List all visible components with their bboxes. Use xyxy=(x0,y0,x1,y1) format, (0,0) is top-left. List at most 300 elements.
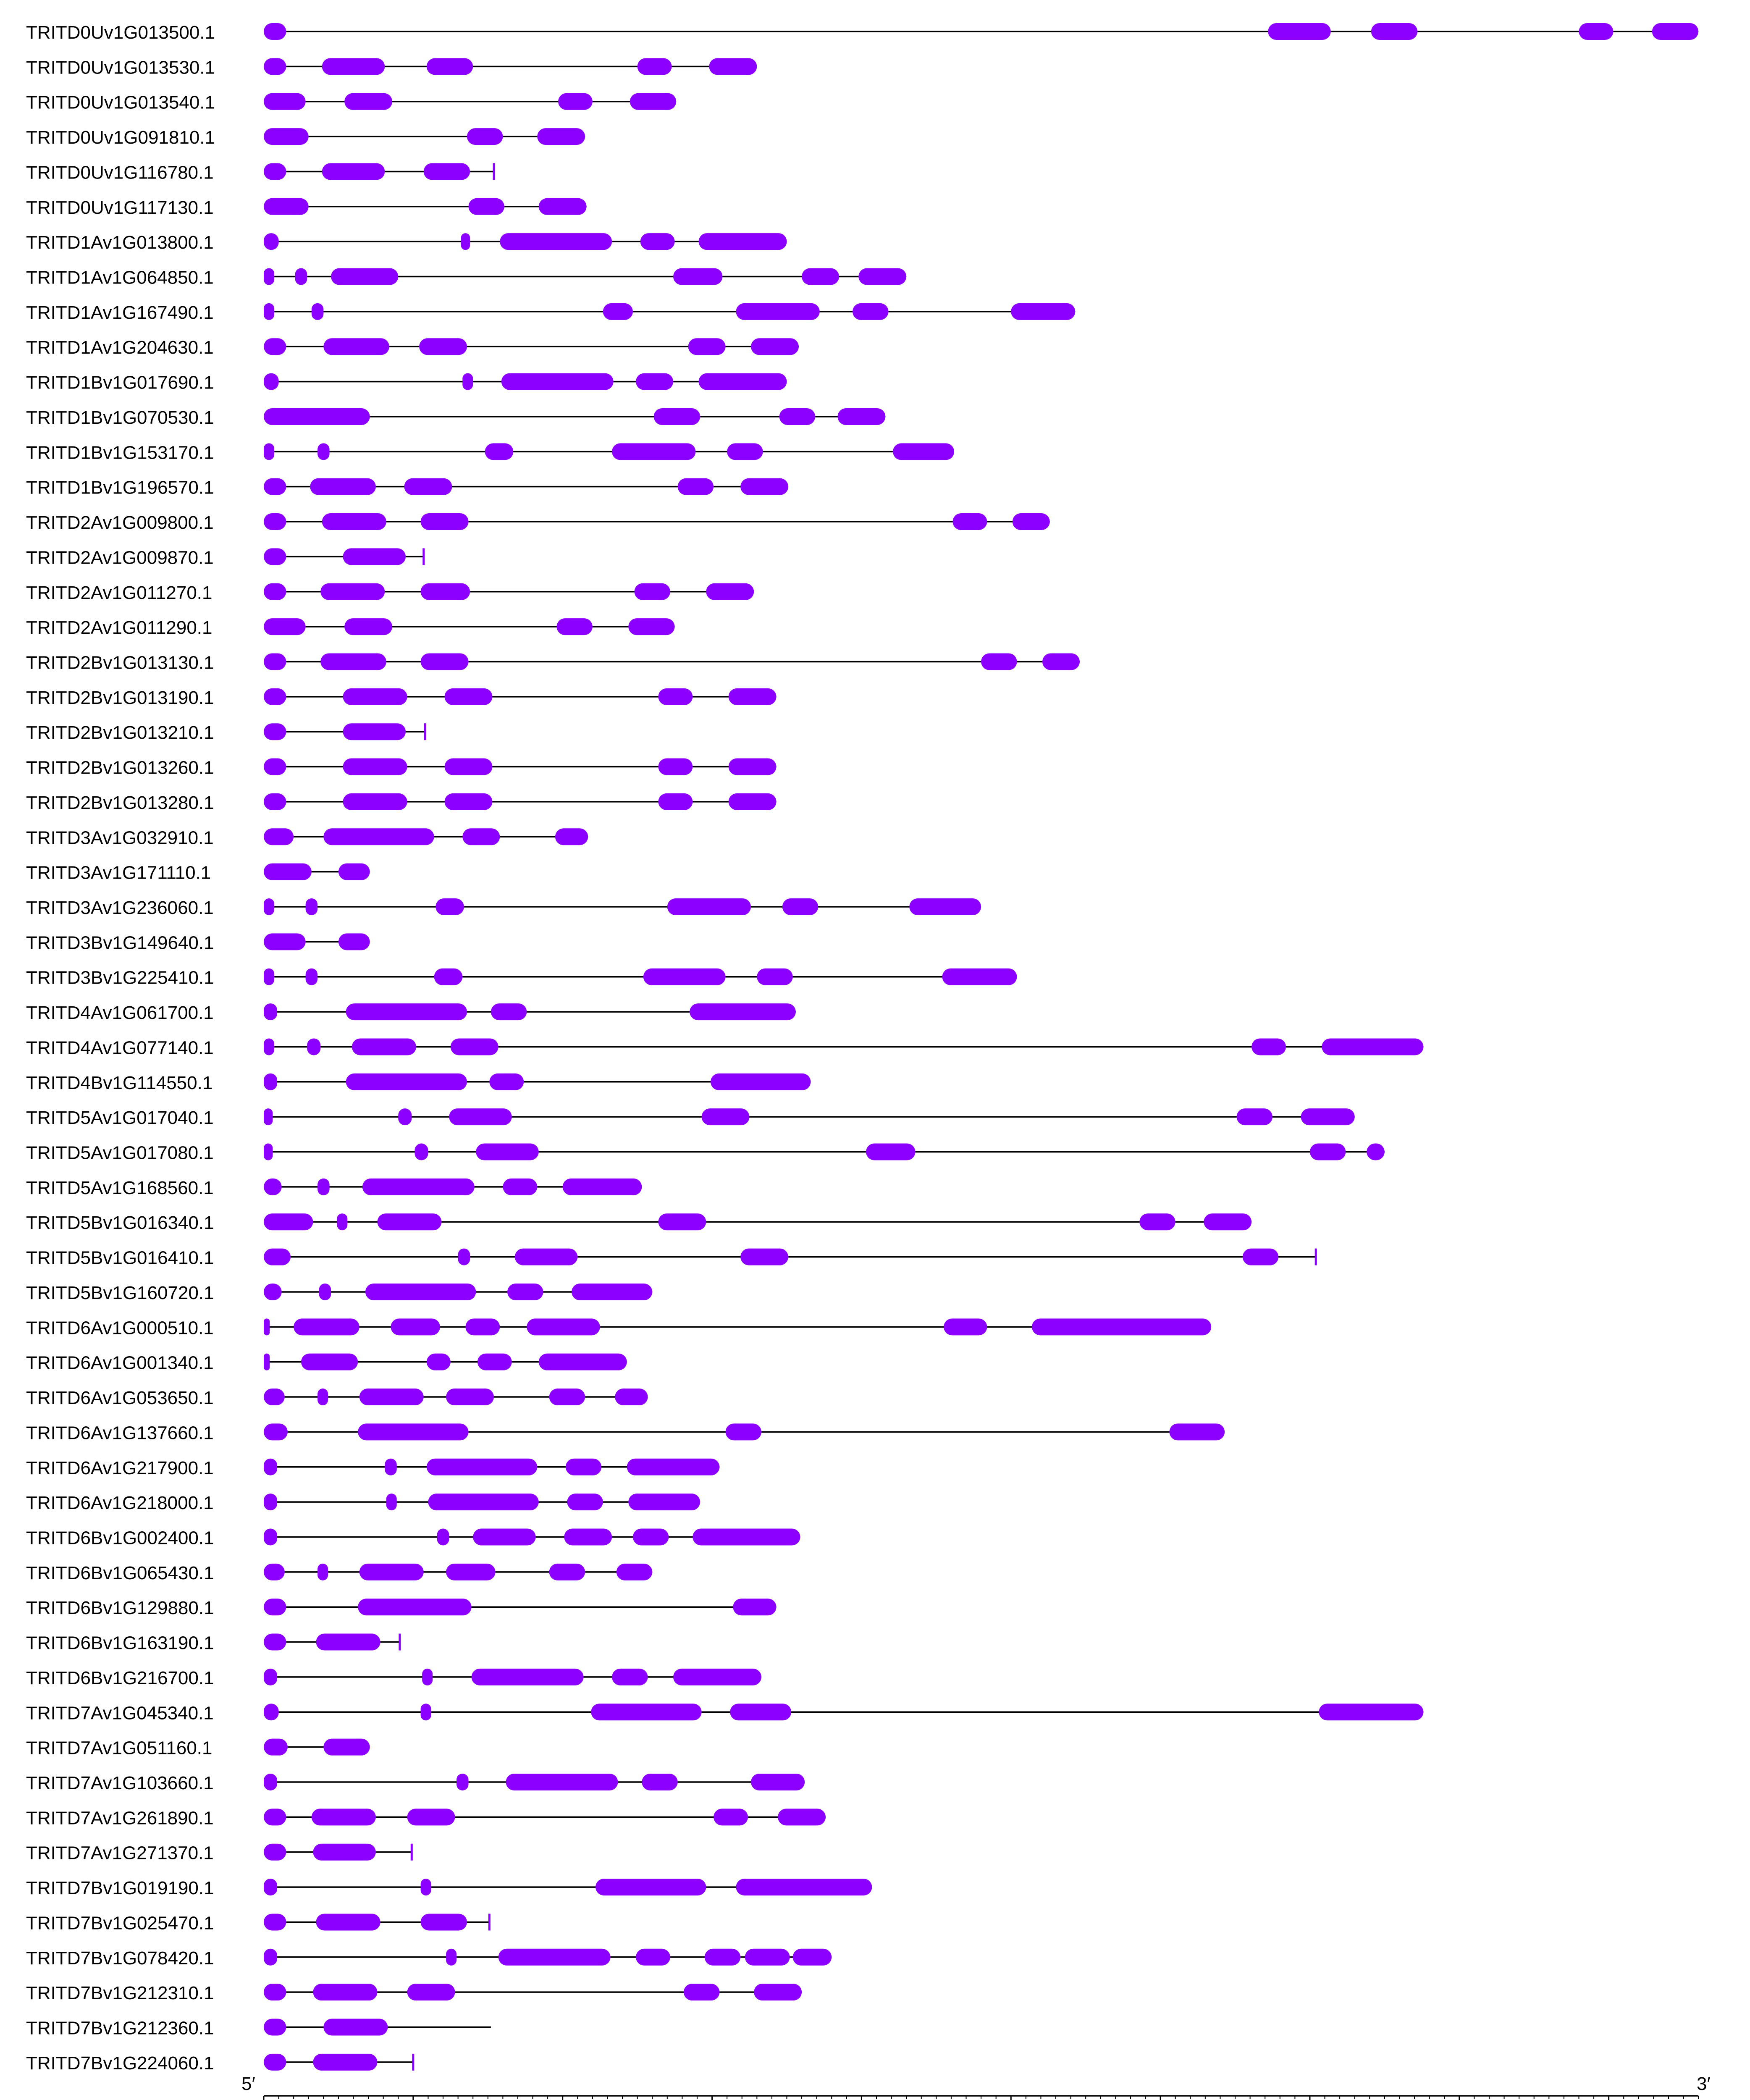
exon xyxy=(312,1809,376,1825)
gene-row xyxy=(26,1073,811,1093)
exon xyxy=(313,1844,375,1861)
gene-row xyxy=(26,407,885,428)
exon xyxy=(944,1318,987,1335)
gene-row xyxy=(26,583,754,603)
exon xyxy=(264,1459,277,1475)
exon xyxy=(264,443,274,460)
exon xyxy=(338,864,370,880)
exon xyxy=(740,478,788,495)
exon xyxy=(1579,23,1613,40)
exon xyxy=(306,898,317,915)
exon xyxy=(264,58,286,75)
exon xyxy=(563,1179,642,1195)
gene-name: TRITD2Av1G011290.1 xyxy=(26,617,213,638)
exon xyxy=(942,969,1017,985)
exon xyxy=(537,128,585,145)
exon xyxy=(312,303,323,320)
bp-axis xyxy=(241,2074,1711,2100)
gene-row xyxy=(26,92,676,113)
gene-row xyxy=(26,1318,1211,1338)
exon xyxy=(346,1003,467,1020)
exon xyxy=(638,58,672,75)
gene-row xyxy=(26,1388,648,1408)
exon xyxy=(549,1564,585,1580)
exon xyxy=(462,373,473,390)
gene-name: TRITD5Bv1G016340.1 xyxy=(26,1213,214,1234)
gene-row xyxy=(26,1808,826,1828)
exon xyxy=(264,1564,285,1580)
exon xyxy=(630,93,676,110)
gene-name: TRITD2Bv1G013280.1 xyxy=(26,792,214,813)
exon xyxy=(264,1389,285,1405)
gene-rows xyxy=(26,22,1698,2074)
exon xyxy=(782,898,818,915)
gene-name: TRITD6Av1G001340.1 xyxy=(26,1352,214,1373)
exon xyxy=(317,1389,328,1405)
exon xyxy=(627,1459,720,1475)
exon xyxy=(462,828,500,845)
exon xyxy=(705,1949,740,1966)
exon xyxy=(398,1108,412,1125)
exon xyxy=(501,373,614,390)
gene-name: TRITD6Av1G137660.1 xyxy=(26,1423,214,1444)
exon xyxy=(473,1528,535,1545)
exon xyxy=(264,1739,288,1756)
exon xyxy=(264,1634,286,1651)
exon xyxy=(596,1879,706,1895)
exon xyxy=(478,1354,512,1370)
gene-name: TRITD2Bv1G013210.1 xyxy=(26,722,214,743)
gene-name: TRITD6Av1G217900.1 xyxy=(26,1457,214,1478)
exon xyxy=(729,793,777,810)
exon xyxy=(316,1914,380,1930)
exon xyxy=(294,1318,359,1335)
exon xyxy=(603,303,633,320)
exon xyxy=(757,969,792,985)
exon xyxy=(457,1774,468,1790)
exon xyxy=(476,1144,538,1160)
exon xyxy=(359,1564,424,1580)
exon xyxy=(323,2019,388,2036)
exon xyxy=(322,513,386,530)
gene-row xyxy=(26,1143,1385,1163)
exon xyxy=(313,2054,377,2071)
exon xyxy=(539,198,587,215)
gene-row xyxy=(26,302,1075,323)
exon xyxy=(729,688,777,705)
gene-name: TRITD4Av1G077140.1 xyxy=(26,1037,214,1058)
exon xyxy=(499,1949,611,1966)
exon xyxy=(427,58,473,75)
exon xyxy=(264,1494,277,1510)
exon xyxy=(469,198,504,215)
exon xyxy=(437,1528,449,1545)
gene-name: TRITD1Bv1G070530.1 xyxy=(26,407,214,428)
gene-name: TRITD2Bv1G013260.1 xyxy=(26,757,214,778)
exon xyxy=(558,93,593,110)
exon xyxy=(485,443,514,460)
exon xyxy=(264,653,286,670)
exon xyxy=(264,688,286,705)
exon xyxy=(1013,513,1050,530)
exon xyxy=(421,1879,431,1895)
gene-row xyxy=(26,1037,1423,1058)
exon xyxy=(320,653,386,670)
gene-name: TRITD1Av1G204630.1 xyxy=(26,337,214,358)
exon xyxy=(343,793,407,810)
exon xyxy=(422,1669,433,1685)
gene-row xyxy=(26,932,370,953)
gene-row xyxy=(26,722,425,743)
exon xyxy=(343,688,407,705)
exon xyxy=(317,1564,328,1580)
exon xyxy=(264,338,286,355)
gene-name: TRITD1Av1G013800.1 xyxy=(26,232,214,253)
exon xyxy=(591,1704,701,1720)
exon xyxy=(264,759,286,775)
exon xyxy=(377,1213,441,1230)
exon xyxy=(866,1144,915,1160)
exon xyxy=(264,1809,286,1825)
exon xyxy=(264,1704,279,1720)
exon xyxy=(264,478,286,495)
exon xyxy=(352,1038,416,1055)
gene-row xyxy=(26,1983,802,2003)
gene-row xyxy=(26,898,981,918)
exon xyxy=(323,1739,370,1756)
exon xyxy=(1251,1038,1286,1055)
exon xyxy=(527,1318,600,1335)
exon xyxy=(264,1249,291,1265)
exon xyxy=(264,163,286,180)
exon xyxy=(506,1774,618,1790)
exon xyxy=(264,1774,277,1790)
exon xyxy=(434,969,463,985)
exon xyxy=(1652,23,1698,40)
exon xyxy=(264,969,274,985)
gene-row xyxy=(26,337,799,358)
exon xyxy=(853,303,888,320)
gene-name: TRITD3Av1G171110.1 xyxy=(26,862,211,883)
exon xyxy=(688,338,726,355)
gene-name: TRITD3Bv1G225410.1 xyxy=(26,967,214,988)
gene-name: TRITD3Bv1G149640.1 xyxy=(26,932,214,953)
gene-name: TRITD7Av1G261890.1 xyxy=(26,1808,214,1829)
exon xyxy=(421,1914,467,1930)
gene-name: TRITD1Bv1G153170.1 xyxy=(26,442,214,463)
gene-row xyxy=(26,442,954,463)
gene-name: TRITD7Bv1G224060.1 xyxy=(26,2053,214,2074)
exon xyxy=(458,1249,470,1265)
exon xyxy=(751,338,799,355)
exon xyxy=(407,1809,455,1825)
exon xyxy=(264,1844,286,1861)
gene-row xyxy=(26,1668,761,1688)
exon xyxy=(740,1249,788,1265)
exon xyxy=(264,93,306,110)
exon xyxy=(1319,1704,1423,1720)
exon xyxy=(793,1949,832,1966)
gene-name: TRITD3Av1G236060.1 xyxy=(26,898,214,918)
exon xyxy=(310,478,376,495)
exon xyxy=(344,618,392,635)
gene-name: TRITD7Bv1G212360.1 xyxy=(26,2018,214,2039)
exon xyxy=(427,1459,537,1475)
exon xyxy=(264,1528,277,1545)
exon xyxy=(421,1704,431,1720)
exon xyxy=(264,548,286,565)
gene-row xyxy=(26,1843,412,1864)
gene-name: TRITD7Av1G271370.1 xyxy=(26,1843,214,1864)
gene-name: TRITD4Bv1G114550.1 xyxy=(26,1072,213,1093)
exon xyxy=(779,408,815,425)
exon xyxy=(628,1494,700,1510)
exon xyxy=(472,1669,584,1685)
gene-name: TRITD2Bv1G013190.1 xyxy=(26,687,214,708)
gene-row xyxy=(26,373,787,393)
gene-name: TRITD6Bv1G163190.1 xyxy=(26,1633,214,1654)
exon xyxy=(690,1003,796,1020)
gene-name: TRITD6Av1G000510.1 xyxy=(26,1318,214,1339)
gene-name: TRITD7Bv1G212310.1 xyxy=(26,1983,214,2004)
gene-name: TRITD2Av1G011270.1 xyxy=(26,582,213,603)
exon xyxy=(658,1213,706,1230)
exon xyxy=(706,583,754,600)
exon xyxy=(317,443,329,460)
exon xyxy=(264,1984,286,2000)
three-prime-label: 3′ xyxy=(1697,2074,1711,2094)
exon xyxy=(445,793,493,810)
exon xyxy=(699,233,787,250)
gene-name: TRITD0Uv1G013500.1 xyxy=(26,22,215,43)
exon xyxy=(264,1108,273,1125)
exon xyxy=(415,1144,428,1160)
exon xyxy=(316,1634,380,1651)
exon xyxy=(636,1949,670,1966)
exon xyxy=(446,1949,457,1966)
exon xyxy=(317,1179,329,1195)
exon xyxy=(264,408,370,425)
exon xyxy=(346,1074,467,1090)
gene-name: TRITD6Av1G218000.1 xyxy=(26,1493,214,1514)
exon xyxy=(556,618,592,635)
exon xyxy=(500,233,612,250)
exon xyxy=(358,1599,471,1615)
gene-row xyxy=(26,478,788,498)
exon xyxy=(1237,1108,1272,1125)
exon xyxy=(264,723,286,740)
exon xyxy=(385,1459,396,1475)
exon xyxy=(264,1914,286,1930)
exon xyxy=(264,618,306,635)
exon xyxy=(751,1774,805,1790)
exon xyxy=(264,2019,286,2036)
exon xyxy=(264,268,274,285)
gene-row xyxy=(26,547,424,568)
exon xyxy=(306,969,317,985)
exon xyxy=(338,933,370,950)
exon xyxy=(343,759,407,775)
exon xyxy=(427,1354,451,1370)
exon xyxy=(264,2054,286,2071)
exon xyxy=(264,233,279,250)
gene-name: TRITD1Av1G064850.1 xyxy=(26,267,214,288)
gene-name: TRITD7Bv1G078420.1 xyxy=(26,1948,214,1969)
exon xyxy=(264,1354,270,1370)
exon xyxy=(1139,1213,1175,1230)
exon xyxy=(802,268,839,285)
gene-row xyxy=(26,1948,832,1969)
exon xyxy=(635,583,670,600)
gene-name: TRITD4Av1G061700.1 xyxy=(26,1003,214,1024)
exon xyxy=(264,1038,274,1055)
gene-name: TRITD7Av1G045340.1 xyxy=(26,1703,214,1724)
exon xyxy=(264,1144,273,1160)
gene-name: TRITD6Av1G053650.1 xyxy=(26,1388,214,1409)
exon xyxy=(264,898,274,915)
gene-name: TRITD6Bv1G129880.1 xyxy=(26,1598,214,1619)
gene-name: TRITD1Bv1G017690.1 xyxy=(26,372,214,393)
gene-row xyxy=(26,1178,642,1198)
exon xyxy=(344,93,392,110)
exon xyxy=(658,688,693,705)
exon xyxy=(730,1704,791,1720)
exon xyxy=(837,408,885,425)
gene-row xyxy=(26,1528,800,1548)
exon xyxy=(572,1284,652,1300)
exon xyxy=(699,373,787,390)
gene-row xyxy=(26,1913,489,1933)
gene-row xyxy=(26,268,906,288)
exon xyxy=(264,933,306,950)
exon xyxy=(628,618,674,635)
exon xyxy=(643,969,726,985)
gene-name: TRITD7Bv1G019190.1 xyxy=(26,1878,214,1899)
gene-row xyxy=(26,1633,400,1654)
exon xyxy=(421,513,469,530)
exon xyxy=(567,1494,603,1510)
gene-row xyxy=(26,1423,1225,1443)
exon xyxy=(612,1669,648,1685)
gene-name: TRITD5Av1G017040.1 xyxy=(26,1108,214,1129)
gene-row xyxy=(26,1703,1423,1723)
gene-row xyxy=(26,22,1698,43)
five-prime-label: 5′ xyxy=(241,2074,255,2094)
exon xyxy=(693,1528,800,1545)
gene-name: TRITD5Av1G168560.1 xyxy=(26,1177,214,1198)
gene-row xyxy=(26,1878,872,1898)
gene-name: TRITD0Uv1G116780.1 xyxy=(26,162,214,183)
gene-row xyxy=(26,652,1080,673)
gene-name: TRITD3Av1G032910.1 xyxy=(26,827,214,848)
exon xyxy=(617,1564,652,1580)
exon xyxy=(264,1879,277,1895)
gene-name: TRITD2Bv1G013130.1 xyxy=(26,652,214,673)
gene-name: TRITD7Av1G051160.1 xyxy=(26,1738,213,1759)
exon xyxy=(436,898,464,915)
exon xyxy=(673,268,722,285)
exon xyxy=(407,1984,455,2000)
gene-row xyxy=(26,127,585,148)
exon xyxy=(319,1284,331,1300)
gene-row xyxy=(26,2053,413,2074)
exon xyxy=(702,1108,750,1125)
exon xyxy=(337,1213,347,1230)
exon xyxy=(612,443,695,460)
exon xyxy=(555,828,588,845)
gene-row xyxy=(26,1003,796,1023)
exon xyxy=(467,128,503,145)
exon xyxy=(404,478,452,495)
gene-name: TRITD2Av1G009800.1 xyxy=(26,512,214,533)
exon xyxy=(1032,1318,1211,1335)
gene-row xyxy=(26,968,1017,988)
gene-row xyxy=(26,1493,700,1513)
exon xyxy=(1169,1423,1225,1440)
exon xyxy=(566,1459,601,1475)
exon xyxy=(491,1003,527,1020)
exon xyxy=(446,1389,494,1405)
exon xyxy=(1243,1249,1278,1265)
exon xyxy=(295,268,307,285)
gene-row xyxy=(26,617,675,638)
exon xyxy=(893,443,954,460)
gene-row xyxy=(26,197,587,218)
gene-row xyxy=(26,1738,370,1759)
exon xyxy=(1204,1213,1251,1230)
gene-row xyxy=(26,1283,652,1303)
exon xyxy=(264,128,309,145)
exon xyxy=(365,1284,476,1300)
exon xyxy=(264,1318,270,1335)
exon xyxy=(489,1074,524,1090)
exon xyxy=(564,1528,612,1545)
gene-name: TRITD6Bv1G065430.1 xyxy=(26,1562,214,1583)
gene-row xyxy=(26,827,588,848)
exon xyxy=(858,268,906,285)
exon xyxy=(264,1669,277,1685)
exon xyxy=(445,759,493,775)
exon xyxy=(419,338,467,355)
gene-row xyxy=(26,2018,491,2039)
exon xyxy=(658,793,693,810)
exon xyxy=(264,373,279,390)
gene-name: TRITD5Bv1G016410.1 xyxy=(26,1247,214,1268)
exon xyxy=(391,1318,440,1335)
exon xyxy=(264,1074,277,1090)
exon xyxy=(736,303,819,320)
gene-row xyxy=(26,1773,805,1793)
exon xyxy=(539,1354,627,1370)
gene-name: TRITD0Uv1G013540.1 xyxy=(26,92,215,113)
gene-name: TRITD2Av1G009870.1 xyxy=(26,547,214,568)
gene-row xyxy=(26,232,787,253)
gene-row xyxy=(26,512,1050,533)
exon xyxy=(322,163,385,180)
exon xyxy=(264,23,286,40)
exon xyxy=(320,583,385,600)
gene-name: TRITD1Av1G167490.1 xyxy=(26,302,214,323)
gene-row xyxy=(26,1213,1251,1233)
gene-row xyxy=(26,1598,777,1618)
exon xyxy=(1322,1038,1423,1055)
exon xyxy=(446,1564,495,1580)
exon xyxy=(264,1949,277,1966)
gene-row xyxy=(26,162,494,183)
exon xyxy=(503,1179,537,1195)
gene-row xyxy=(26,758,777,778)
gene-name: TRITD6Bv1G216700.1 xyxy=(26,1667,214,1688)
